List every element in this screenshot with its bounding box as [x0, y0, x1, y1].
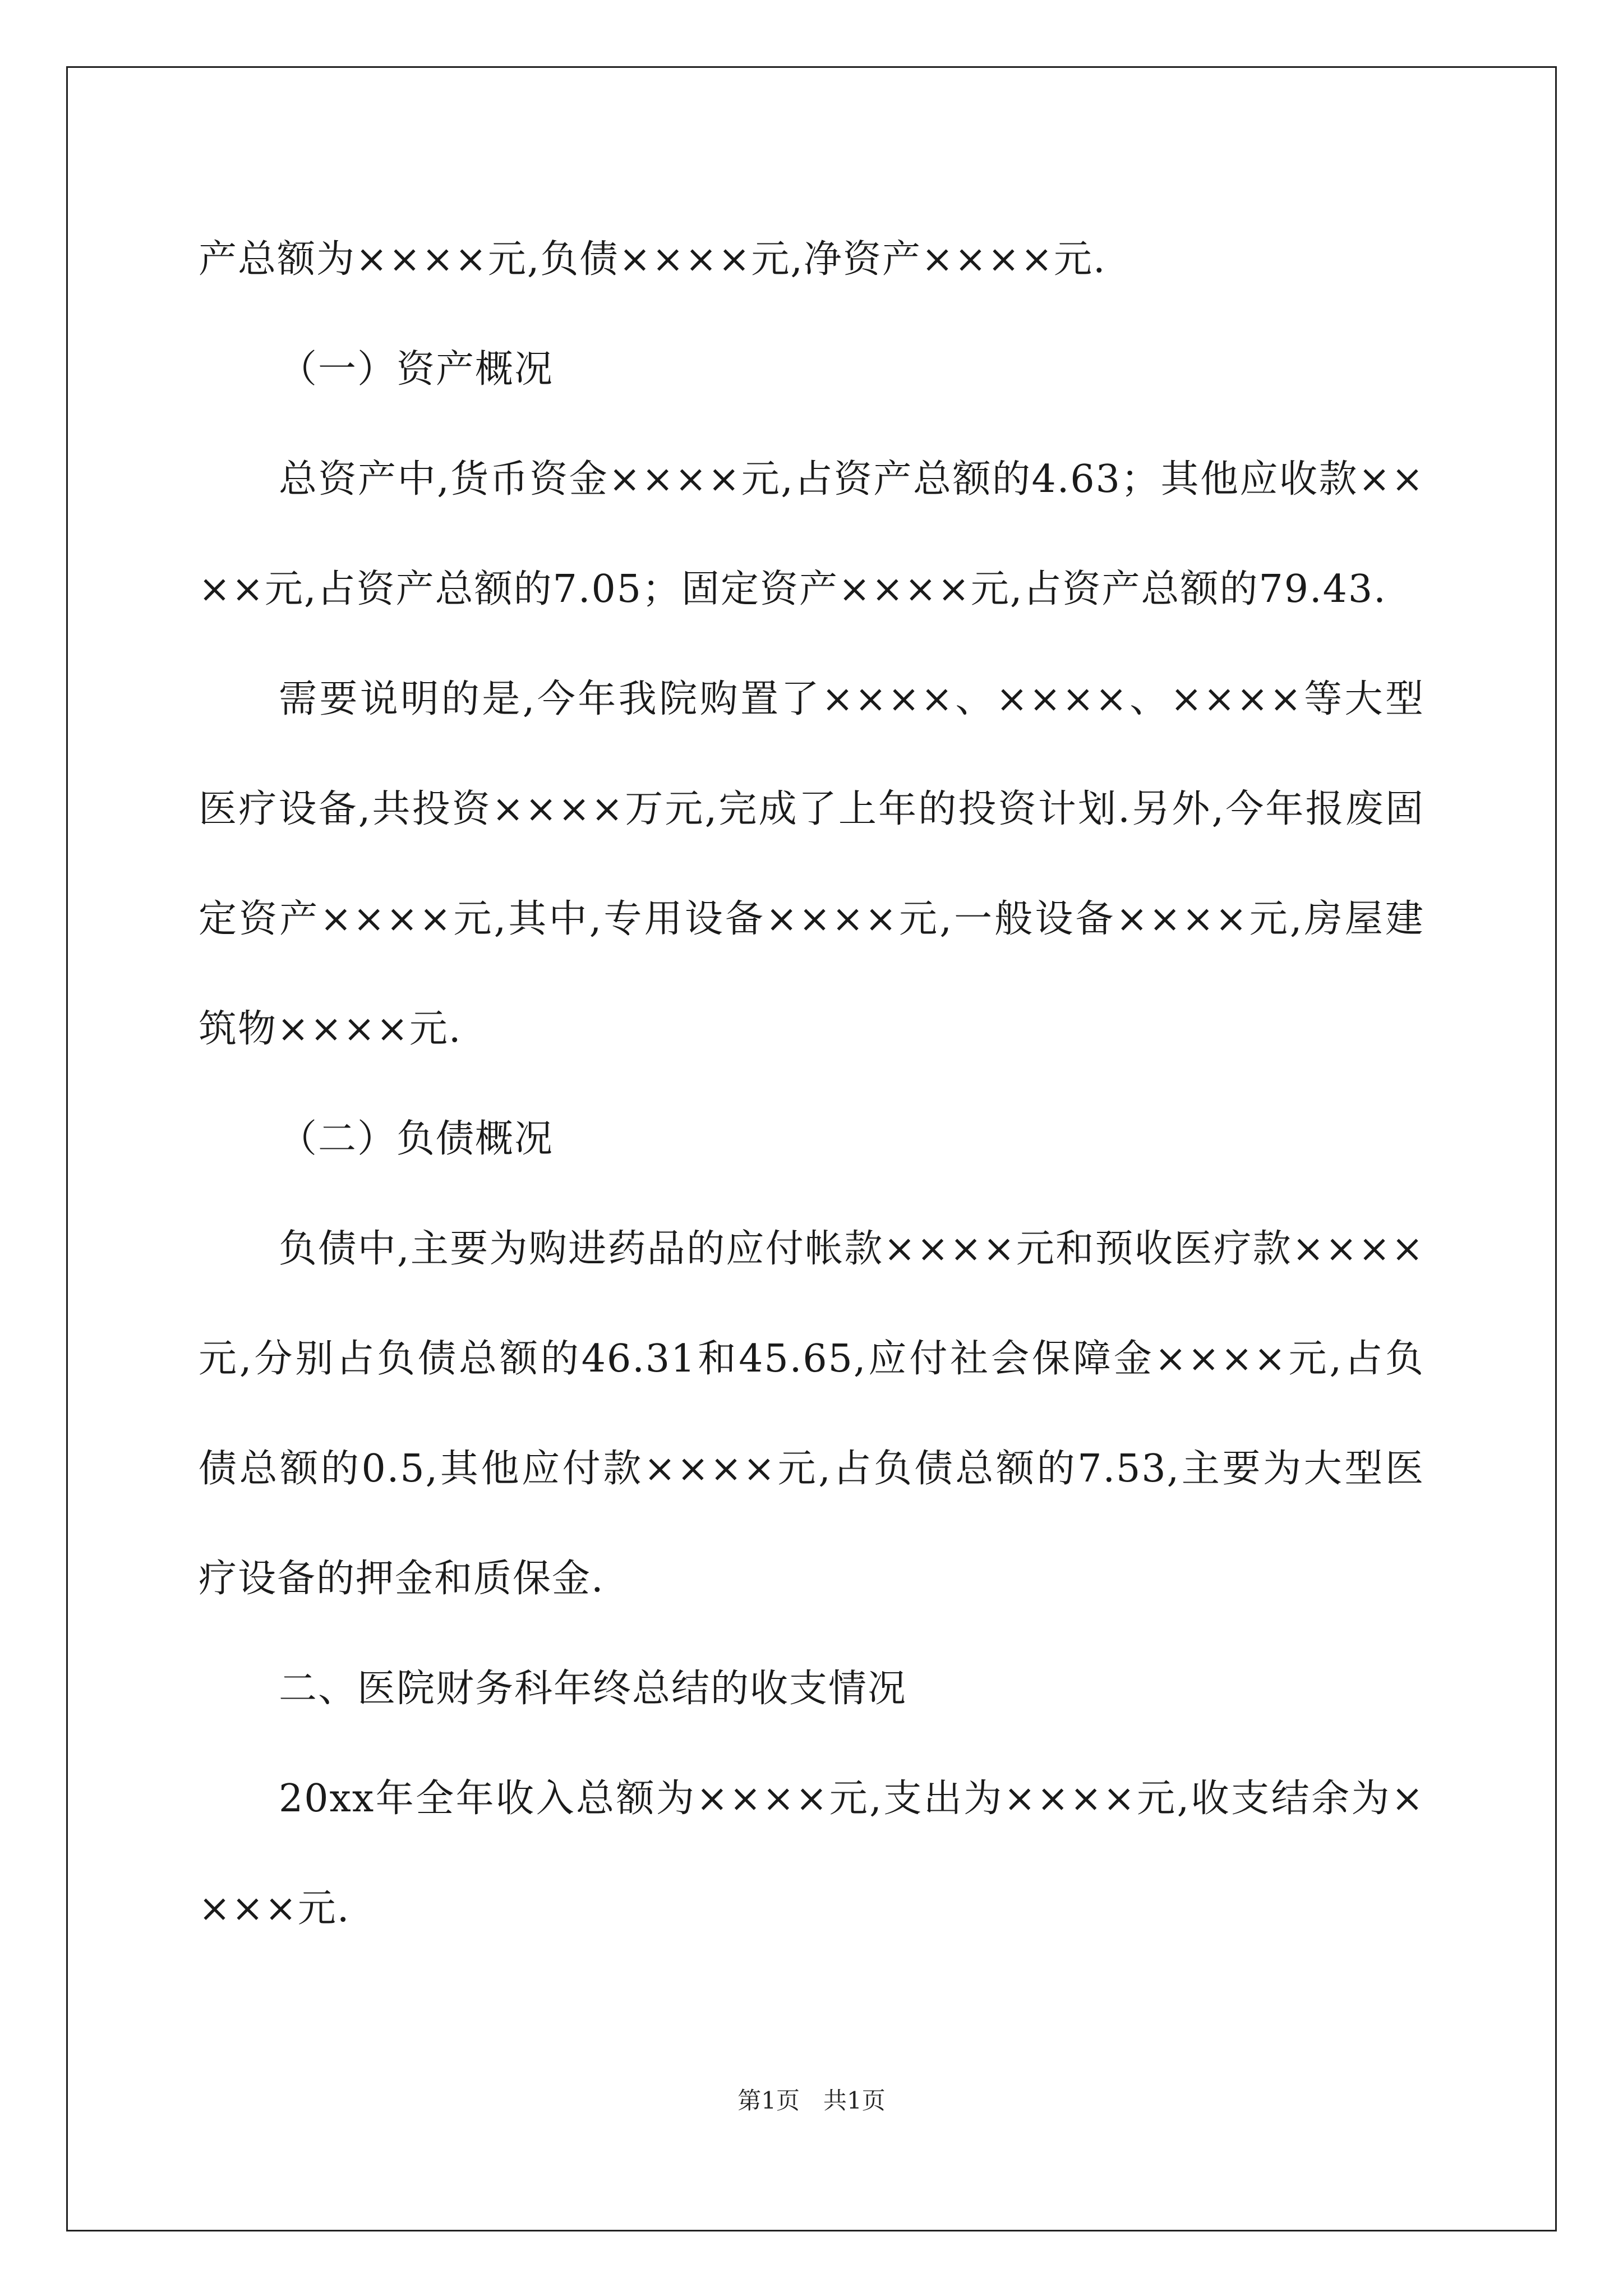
page-number: 第1页 — [737, 2087, 800, 2114]
paragraph-equipment-purchase: 需要说明的是,今年我院购置了××××、××××、××××等大型医疗设备,共投资××××万元,完成了上年的投资计划.另外,今年报废固定资产××××元,其中,专用设备××××元,一般设备××××元,房屋建筑物××××元. — [199, 677, 1424, 1051]
heading-liability-overview: （二）负债概况 — [279, 1117, 554, 1161]
heading-asset-overview: （一）资产概况 — [279, 347, 554, 392]
paragraph-net-assets: 产总额为××××元,负债××××元,净资产××××元. — [199, 237, 1106, 282]
page-footer — [0, 2082, 1623, 2116]
page-total: 共1页 — [823, 2087, 886, 2114]
paragraph-asset-details: 总资产中,货币资金××××元,占资产总额的4.63；其他应收款××××元,占资产总额的7.05；固定资产××××元,占资产总额的79.43. — [199, 457, 1424, 611]
paragraph-income-expense: 20xx年全年收入总额为××××元,支出为××××元,收支结余为××××元. — [199, 1777, 1424, 1931]
paragraph-liability-details: 负债中,主要为购进药品的应付帐款××××元和预收医疗款××××元,分别占负债总额的46.31和45.65,应付社会保障金××××元,占负债总额的0.5,其他应付款××××元,占负债总额的7.53,主要为大型医疗设备的押金和质保金. — [199, 1227, 1424, 1601]
document-body — [199, 205, 1424, 1964]
heading-income-expense: 二、医院财务科年终总结的收支情况 — [279, 1667, 907, 1711]
